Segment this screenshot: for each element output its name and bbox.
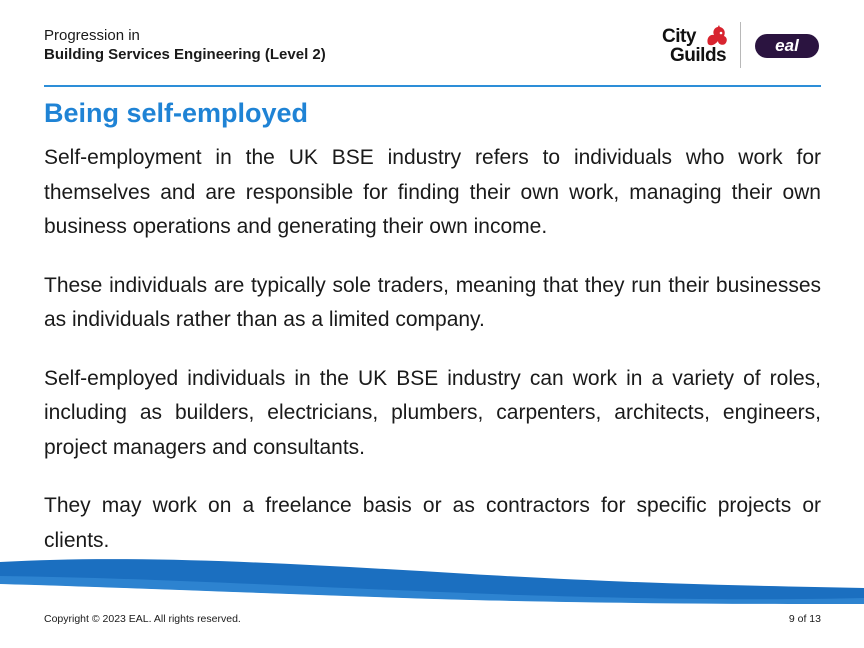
header-subtitle: Progression in — [44, 27, 140, 44]
paragraph-2: These individuals are typically sole traders, meaning that they run their businesses as individuals rather than as a limited company. — [44, 273, 821, 331]
city-guilds-logo-line2: Guilds — [670, 45, 727, 66]
eal-logo: eal — [755, 34, 819, 58]
paragraph-3: Self-employed individuals in the UK BSE industry can work in a variety of roles, including as builders, electricians, plumbers, carpenters, architects, engineers, project managers and consultants. — [44, 366, 821, 459]
city-guilds-logo — [660, 22, 730, 66]
footer-page-number: 9 of 13 — [788, 613, 821, 625]
footer-wave-decoration — [0, 548, 864, 610]
header-course-title: Building Services Engineering (Level 2) — [44, 46, 326, 63]
city-guilds-emblem-icon — [702, 22, 730, 50]
header-rule — [44, 85, 821, 87]
paragraph-4: They may work on a freelance basis or as contractors for specific projects or clients. — [44, 494, 821, 552]
slide-title: Being self-employed — [44, 98, 309, 128]
slide-body — [44, 141, 821, 582]
logo-divider — [740, 22, 741, 68]
footer-copyright: Copyright © 2023 EAL. All rights reserved. — [44, 613, 241, 625]
city-guilds-logo-line1: City — [662, 26, 696, 47]
paragraph-1: Self-employment in the UK BSE industry refers to individuals who work for themselves and are responsible for finding their own work, managing their own business operations and generating their own income. — [44, 146, 821, 238]
